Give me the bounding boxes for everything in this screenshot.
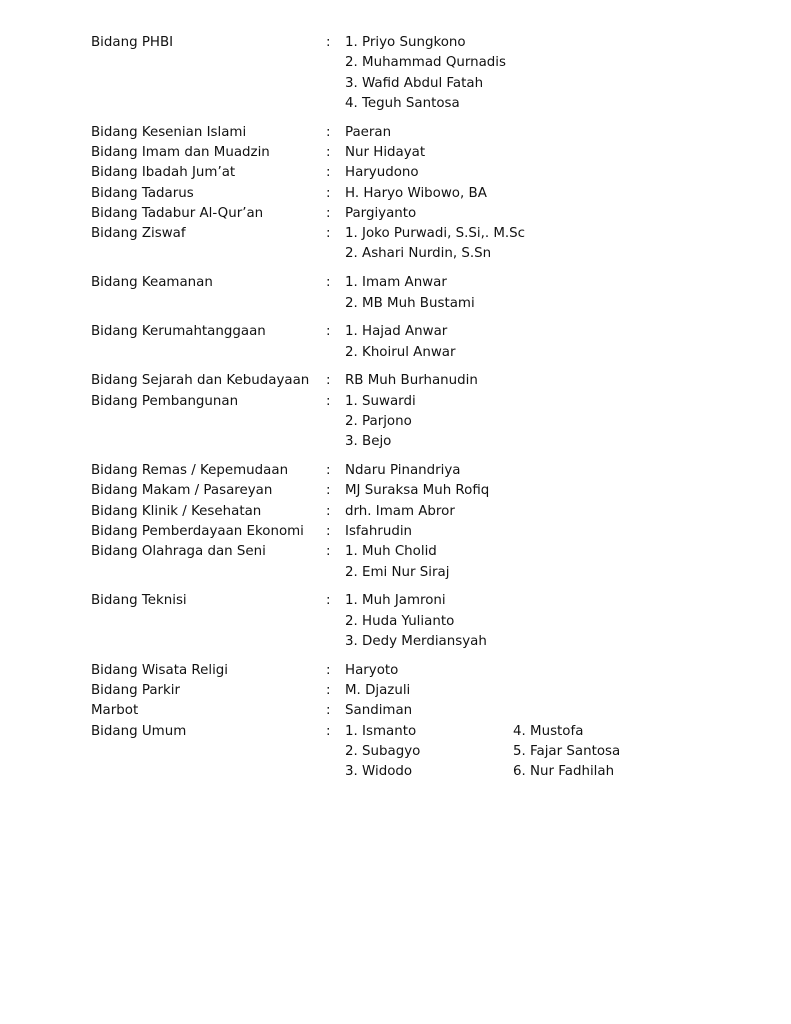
field-colon: : bbox=[326, 124, 331, 140]
field-value: 3. Wafid Abdul Fatah bbox=[345, 75, 484, 91]
field-colon: : bbox=[326, 524, 331, 540]
field-row bbox=[0, 163, 791, 183]
field-colon: : bbox=[326, 463, 331, 479]
field-value: Haryudono bbox=[345, 165, 419, 181]
field-value: 2. Parjono bbox=[345, 414, 412, 430]
field-value: 3. Dedy Merdiansyah bbox=[345, 634, 487, 650]
field-label: Bidang Pemberdayaan Ekonomi bbox=[91, 524, 304, 540]
field-label: Bidang Tadarus bbox=[91, 185, 194, 201]
field-colon: : bbox=[326, 226, 331, 242]
field-label: Bidang Ibadah Jum’at bbox=[91, 165, 236, 181]
field-colon: : bbox=[326, 683, 331, 699]
field-colon: : bbox=[326, 144, 331, 160]
field-value: 1. Suwardi bbox=[345, 393, 416, 409]
field-value: 2. Ashari Nurdin, S.Sn bbox=[345, 246, 492, 262]
field-value: 1. Imam Anwar bbox=[345, 275, 447, 291]
field-value: 3. Widodo bbox=[345, 764, 413, 780]
field-row bbox=[0, 762, 791, 782]
field-value: 1. Muh Cholid bbox=[345, 544, 437, 560]
field-row bbox=[0, 94, 791, 114]
field-value: 1. Priyo Sungkono bbox=[345, 35, 466, 50]
field-colon: : bbox=[326, 393, 331, 409]
field-row bbox=[0, 542, 791, 562]
field-value: M. Djazuli bbox=[345, 683, 411, 699]
field-value: 2. Emi Nur Siraj bbox=[345, 564, 450, 580]
field-value: RB Muh Burhanudin bbox=[345, 373, 478, 389]
document-page bbox=[0, 33, 791, 791]
field-group bbox=[0, 322, 791, 363]
field-row bbox=[0, 33, 791, 53]
field-row bbox=[0, 481, 791, 501]
field-colon: : bbox=[326, 324, 331, 340]
field-row bbox=[0, 74, 791, 94]
field-value-second-column: 6. Nur Fadhilah bbox=[513, 764, 615, 780]
field-row bbox=[0, 661, 791, 681]
field-value: 2. Khoirul Anwar bbox=[345, 344, 456, 360]
field-label: Bidang Parkir bbox=[91, 683, 181, 699]
field-row bbox=[0, 392, 791, 412]
field-row bbox=[0, 244, 791, 264]
field-value: drh. Imam Abror bbox=[345, 503, 455, 519]
field-row bbox=[0, 563, 791, 583]
field-group bbox=[0, 461, 791, 583]
field-label: Bidang Umum bbox=[91, 723, 187, 739]
field-value: MJ Suraksa Muh Rofiq bbox=[345, 483, 490, 499]
field-row bbox=[0, 412, 791, 432]
field-row bbox=[0, 273, 791, 293]
field-row bbox=[0, 224, 791, 244]
field-value: Nur Hidayat bbox=[345, 144, 426, 160]
field-group bbox=[0, 273, 791, 314]
field-value: 2. MB Muh Bustami bbox=[345, 295, 475, 311]
field-label: Bidang Pembangunan bbox=[91, 393, 239, 409]
field-group bbox=[0, 661, 791, 783]
field-value: Sandiman bbox=[345, 703, 413, 719]
field-value: H. Haryo Wibowo, BA bbox=[345, 185, 487, 201]
field-row bbox=[0, 681, 791, 701]
field-row bbox=[0, 522, 791, 542]
field-label: Bidang Keamanan bbox=[91, 275, 213, 291]
field-value: 1. Hajad Anwar bbox=[345, 324, 448, 340]
field-row bbox=[0, 204, 791, 224]
field-colon: : bbox=[326, 165, 331, 181]
field-value: 2. Subagyo bbox=[345, 744, 421, 759]
field-label: Bidang Tadabur Al-Qur’an bbox=[91, 205, 264, 221]
field-value: Isfahrudin bbox=[345, 524, 413, 540]
field-value: 2. Huda Yulianto bbox=[345, 613, 455, 629]
field-row bbox=[0, 371, 791, 391]
field-colon: : bbox=[326, 373, 331, 389]
field-row bbox=[0, 184, 791, 204]
field-colon: : bbox=[326, 544, 331, 560]
field-value: 1. Ismanto bbox=[345, 723, 417, 739]
field-label: Bidang PHBI bbox=[91, 35, 174, 50]
field-group bbox=[0, 33, 791, 114]
field-label: Bidang Ziswaf bbox=[91, 226, 186, 242]
field-row bbox=[0, 632, 791, 652]
field-value: 4. Teguh Santosa bbox=[345, 95, 460, 111]
field-value: 1. Muh Jamroni bbox=[345, 593, 446, 609]
field-group bbox=[0, 371, 791, 452]
field-label: Bidang Makam / Pasareyan bbox=[91, 483, 273, 499]
field-row bbox=[0, 432, 791, 452]
field-label: Bidang Imam dan Muadzin bbox=[91, 144, 270, 160]
field-colon: : bbox=[326, 662, 331, 678]
field-colon: : bbox=[326, 205, 331, 221]
field-row bbox=[0, 701, 791, 721]
field-row bbox=[0, 502, 791, 522]
field-label: Bidang Kerumahtanggaan bbox=[91, 324, 266, 340]
field-value-second-column: 5. Fajar Santosa bbox=[513, 744, 621, 759]
field-value: Haryoto bbox=[345, 662, 399, 678]
field-value: 1. Joko Purwadi, S.Si,. M.Sc bbox=[345, 226, 526, 242]
field-row bbox=[0, 53, 791, 73]
field-label: Bidang Klinik / Kesehatan bbox=[91, 503, 262, 519]
field-row bbox=[0, 294, 791, 314]
field-colon: : bbox=[326, 593, 331, 609]
field-row bbox=[0, 722, 791, 742]
field-value-second-column: 4. Mustofa bbox=[513, 723, 584, 739]
field-value: Paeran bbox=[345, 124, 392, 140]
field-label: Marbot bbox=[91, 703, 139, 719]
field-row bbox=[0, 322, 791, 342]
field-group bbox=[0, 123, 791, 265]
field-colon: : bbox=[326, 483, 331, 499]
field-row bbox=[0, 143, 791, 163]
field-colon: : bbox=[326, 35, 331, 50]
field-row bbox=[0, 461, 791, 481]
field-colon: : bbox=[326, 723, 331, 739]
field-row bbox=[0, 612, 791, 632]
field-label: Bidang Sejarah dan Kebudayaan bbox=[91, 373, 310, 389]
field-value: Pargiyanto bbox=[345, 205, 417, 221]
field-row bbox=[0, 742, 791, 762]
field-label: Bidang Kesenian Islami bbox=[91, 124, 247, 140]
field-row bbox=[0, 591, 791, 611]
field-colon: : bbox=[326, 703, 331, 719]
field-label: Bidang Remas / Kepemudaan bbox=[91, 463, 289, 479]
field-label: Bidang Wisata Religi bbox=[91, 662, 229, 678]
field-label: Bidang Olahraga dan Seni bbox=[91, 544, 266, 560]
field-colon: : bbox=[326, 185, 331, 201]
field-row bbox=[0, 343, 791, 363]
field-colon: : bbox=[326, 275, 331, 291]
field-group bbox=[0, 591, 791, 652]
field-value: 3. Bejo bbox=[345, 434, 392, 450]
field-value: 2. Muhammad Qurnadis bbox=[345, 55, 507, 71]
field-colon: : bbox=[326, 503, 331, 519]
field-label: Bidang Teknisi bbox=[91, 593, 187, 609]
field-row bbox=[0, 123, 791, 143]
field-value: Ndaru Pinandriya bbox=[345, 463, 461, 479]
